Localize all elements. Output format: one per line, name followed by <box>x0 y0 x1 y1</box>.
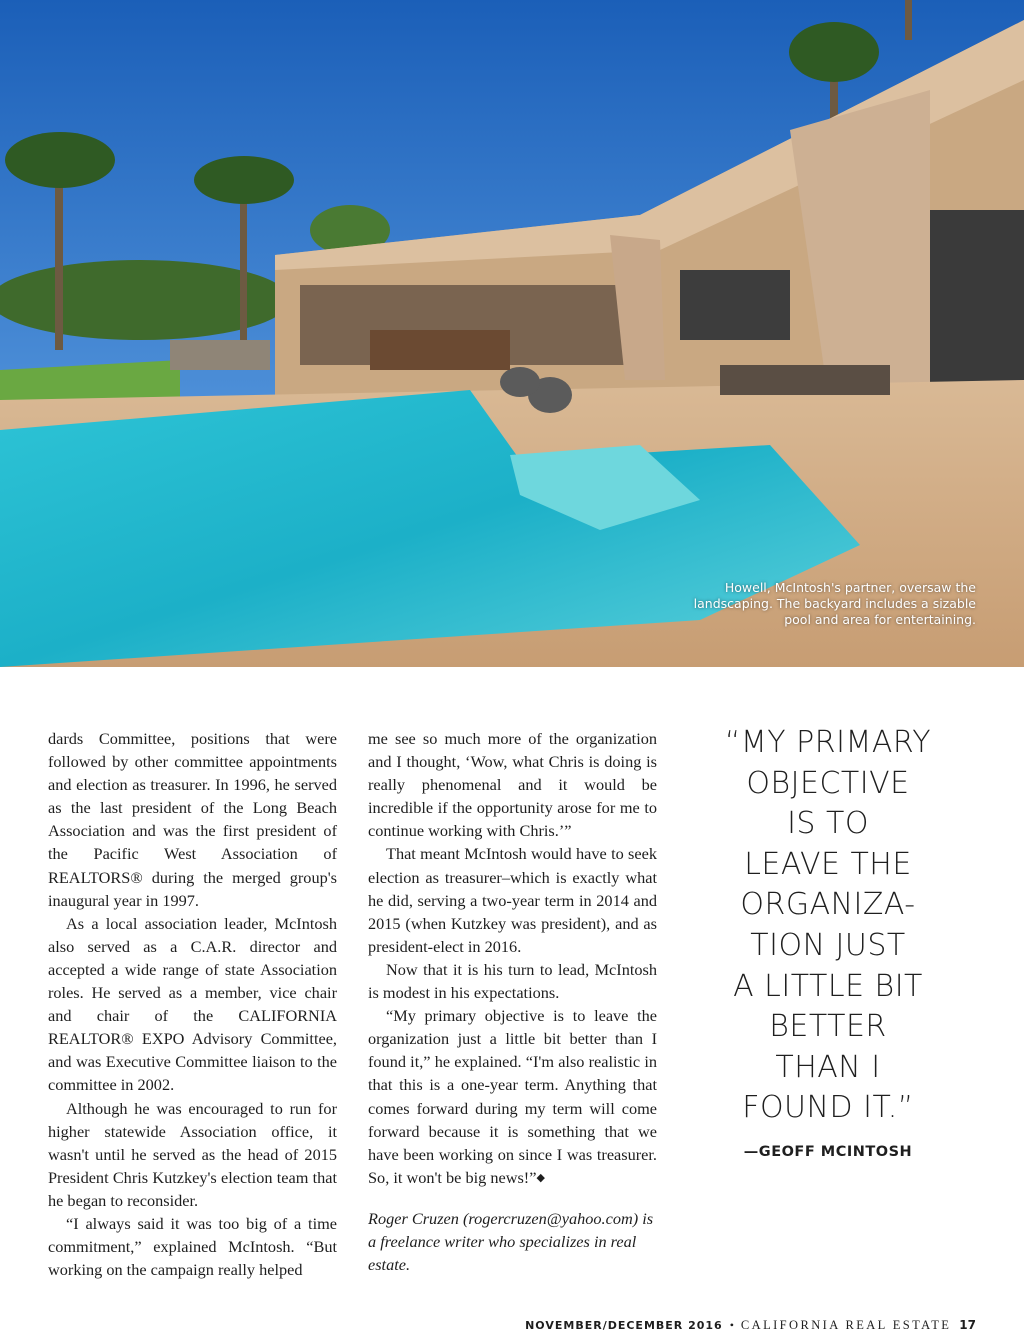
pull-quote-line: LEAVE THE <box>744 846 912 882</box>
article-column-1 <box>48 727 337 1281</box>
photo-caption: Howell, McIntosh's partner, oversaw the landscaping. The backyard includes a sizable pool and area for entertaining. <box>693 580 976 627</box>
pull-quote-line: FOUND IT.” <box>742 1090 914 1126</box>
paragraph-text: “My primary objective is to leave the organization just a little bit better than I found it,” he explained. “I'm also realistic in that this is a one-year term. Anything that comes forward during my term will come forward because it is something that we have been working on since I was treasurer. So, it won't be big news!” <box>368 1006 657 1187</box>
paragraph: me see so much more of the organization and I thought, ‘Wow, what Chris is doing is really phenomenal and it would be incredible if the opportunity arose for me to continue working with Chris.’” <box>368 729 657 841</box>
pull-quote-line: THAN I <box>775 1049 881 1085</box>
author-byline: Roger Cruzen (rogercruzen@yahoo.com) is a freelance writer who specializes in real estate. <box>368 1208 654 1275</box>
pull-quote-line: BETTER <box>769 1009 887 1045</box>
issue-date: NOVEMBER/DECEMBER 2016 <box>525 1319 723 1332</box>
paragraph: That meant McIntosh would have to seek election as treasurer–which is exactly what he did, serving a two-year term in 2014 and 2015 (when Kutzkey was president), and as president-elect in 2016. <box>368 844 657 956</box>
pull-quote-attribution: —GEOFF MCINTOSH <box>743 1144 913 1160</box>
page-footer <box>525 1318 976 1333</box>
end-mark-icon: ◆ <box>536 1171 545 1184</box>
pull-quote-line: TION JUST <box>750 927 906 963</box>
article-column-2 <box>368 727 657 1276</box>
paragraph <box>368 1004 657 1190</box>
pull-quote-line: ORGANIZA- <box>740 887 916 923</box>
paragraph: Although he was encouraged to run for higher statewide Association office, it wasn't until he served as the head of 2015 President Chris Kutzkey's election team that he began to reconsider. <box>48 1098 337 1210</box>
footer-separator: • <box>729 1318 734 1332</box>
pool-backyard-photo <box>0 0 1024 667</box>
paragraph: As a local association leader, McIntosh also served as a C.A.R. director and accepted a wide range of state Association roles. He served as a member, vice chair and chair of the CALIFORNIA REALTOR® EXPO Advisory Committee, and was Executive Committee liaison to the committee in 2002. <box>48 913 337 1095</box>
pull-quote-line: OBJECTIVE <box>746 765 910 801</box>
paragraph: dards Committee, positions that were followed by other committee appointments and election as treasurer. In 1996, he served as the last president of the Long Beach Association and was the first president of the Pacific West Association of REALTORS® during the merged group's inaugural year in 1997. <box>48 729 337 910</box>
pull-quote-line: A LITTLE BIT <box>733 968 923 1004</box>
pull-quote-line: “MY PRIMARY <box>724 725 932 760</box>
magazine-name: CALIFORNIA REAL ESTATE <box>740 1318 952 1332</box>
paragraph: “I always said it was too big of a time commitment,” explained McIntosh. “But working on the campaign really helped <box>48 1213 337 1280</box>
page-number: 17 <box>959 1318 976 1332</box>
pull-quote <box>692 723 964 1129</box>
paragraph: Now that it is his turn to lead, McIntosh is modest in his expectations. <box>368 959 657 1003</box>
pull-quote-line: IS TO <box>787 806 869 842</box>
